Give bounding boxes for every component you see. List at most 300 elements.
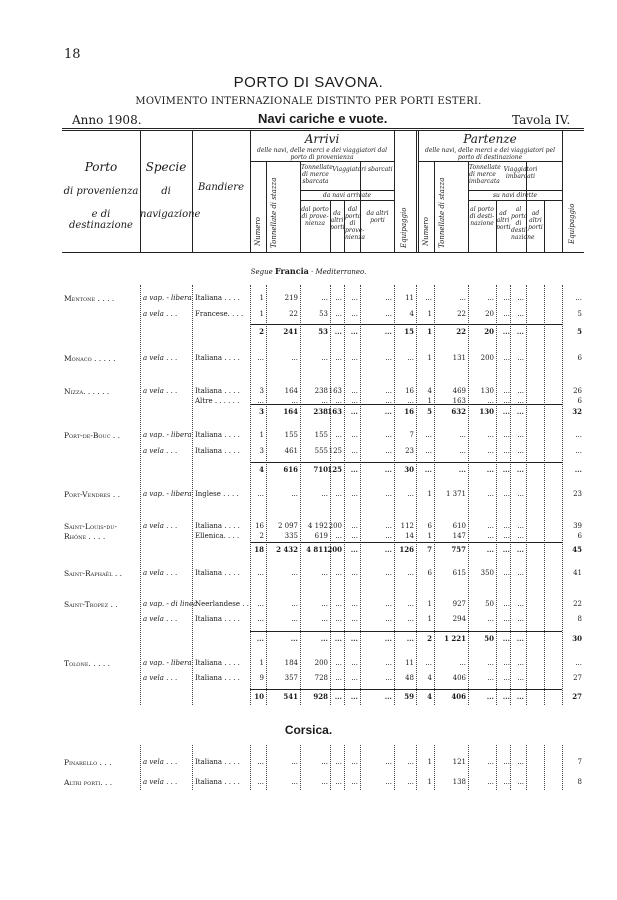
- col-rule: [418, 131, 419, 252]
- table-cell: ...: [334, 327, 342, 336]
- table-cell: 7: [409, 431, 414, 439]
- table-cell: ...: [486, 465, 494, 474]
- header-bandiere: Bandiere: [198, 182, 244, 193]
- table-cell: 1: [259, 294, 264, 302]
- table-cell: 710: [313, 465, 328, 474]
- column-rule: [526, 745, 527, 790]
- header-rule: [418, 161, 562, 162]
- table-cell: 1: [427, 354, 432, 362]
- table-cell: ...: [487, 532, 494, 540]
- total-rule: [250, 631, 562, 632]
- table-cell: ...: [335, 569, 342, 577]
- table-cell: ...: [487, 758, 494, 766]
- table-cell: ...: [503, 490, 510, 498]
- table-cell: 555: [314, 447, 328, 455]
- table-cell: 126: [399, 545, 414, 554]
- table-cell: ...: [351, 447, 358, 455]
- table-cell: ...: [502, 407, 510, 416]
- table-cell: ...: [487, 294, 494, 302]
- table-cell: ...: [335, 431, 342, 439]
- table-cell: ...: [517, 615, 524, 623]
- table-cell: 2 097: [277, 522, 298, 530]
- table-cell: ...: [517, 659, 524, 667]
- table-cell: ...: [291, 490, 298, 498]
- header-da-altri-porti: da altri porti: [330, 210, 345, 231]
- col-rule: [416, 131, 417, 252]
- table-cell: ...: [487, 431, 494, 439]
- table-cell: ...: [517, 431, 524, 439]
- flag-name: Inglese . . . .: [195, 490, 239, 498]
- table-cell: ...: [503, 447, 510, 455]
- table-cell: 59: [404, 692, 414, 701]
- table-cell: ...: [321, 758, 328, 766]
- table-cell: ...: [385, 310, 392, 318]
- table-cell: 164: [284, 387, 298, 395]
- navigation-type: a vela . . .: [143, 778, 178, 786]
- table-cell: 130: [479, 407, 494, 416]
- table-cell: ...: [503, 310, 510, 318]
- table-cell: ...: [517, 532, 524, 540]
- header-viaggiatori-sbarcati: Viaggiatori sbarcati: [332, 166, 393, 173]
- table-cell: 39: [573, 522, 582, 530]
- table-cell: ...: [425, 447, 432, 455]
- table-cell: 41: [573, 569, 582, 577]
- col-rule: [394, 131, 395, 252]
- table-cell: 30: [404, 465, 414, 474]
- column-rule: [526, 285, 527, 705]
- header-rule: [468, 200, 562, 201]
- table-cell: ...: [517, 310, 524, 318]
- table-cell: 4: [409, 310, 414, 318]
- table-cell: ...: [335, 294, 342, 302]
- table-cell: 22: [457, 310, 466, 318]
- section-region: Mediterraneo.: [315, 268, 367, 276]
- table-cell: ...: [321, 569, 328, 577]
- table-cell: ...: [350, 545, 358, 554]
- table-cell: ...: [516, 545, 524, 554]
- table-cell: 2: [259, 532, 264, 540]
- table-cell: ...: [517, 674, 524, 682]
- table-cell: ...: [335, 600, 342, 608]
- header-viaggiatori-imbarcati: Viaggiatori imbarcati: [503, 166, 538, 180]
- table-cell: ...: [487, 778, 494, 786]
- table-cell: ...: [335, 659, 342, 667]
- table-cell: 238: [314, 387, 328, 395]
- table-cell: ...: [503, 294, 510, 302]
- table-cell: ...: [407, 397, 414, 405]
- table-cell: 22: [573, 600, 582, 608]
- table-cell: 27: [572, 692, 582, 701]
- table-cell: 26: [573, 387, 582, 395]
- table-cell: ...: [425, 294, 432, 302]
- table-cell: 9: [259, 674, 264, 682]
- header-arrivi: Arrivi: [304, 132, 340, 146]
- table-cell: ...: [487, 397, 494, 405]
- table-cell: 10: [254, 692, 264, 701]
- col-rule: [544, 200, 545, 252]
- table-cell: ...: [517, 447, 524, 455]
- table-cell: 45: [572, 545, 582, 554]
- port-name: Port-de-Bouc . .: [64, 431, 121, 440]
- table-cell: 50: [484, 634, 494, 643]
- table-cell: 16: [405, 387, 414, 395]
- table-cell: 184: [284, 659, 298, 667]
- port-name: Altri porti. . .: [64, 778, 113, 787]
- table-cell: ...: [425, 431, 432, 439]
- table-cell: 6: [577, 397, 582, 405]
- table-cell: 541: [283, 692, 298, 701]
- table-cell: 6: [427, 569, 432, 577]
- table-cell: ...: [257, 778, 264, 786]
- table-cell: 406: [452, 674, 466, 682]
- table-cell: 138: [452, 778, 466, 786]
- column-rule: [360, 745, 361, 790]
- table-cell: ...: [575, 659, 582, 667]
- table-cell: ...: [335, 674, 342, 682]
- col-rule: [434, 162, 435, 252]
- total-rule: [250, 542, 562, 543]
- header-dal-porto-viagg: dal porto di prove- nienza: [345, 206, 365, 241]
- flag-name: Italiana . . . .: [195, 674, 240, 682]
- table-cell: ...: [385, 615, 392, 623]
- corsica-heading: Corsica.: [284, 723, 333, 737]
- table-cell: 11: [405, 294, 414, 302]
- header-equipaggio-arrivi: Equipaggio: [400, 207, 408, 248]
- table-cell: 615: [452, 569, 466, 577]
- table-cell: ...: [407, 615, 414, 623]
- table-cell: 4 811: [306, 545, 328, 554]
- table-cell: ...: [503, 431, 510, 439]
- table-cell: 5: [577, 327, 582, 336]
- table-cell: ...: [487, 447, 494, 455]
- table-cell: 1 221: [444, 634, 466, 643]
- header-da-altri-porti-viagg: da altri porti: [366, 210, 389, 224]
- header-tonn-imbarcata: Tonnellate di merce imbarcata: [469, 164, 501, 185]
- table-cell: ...: [351, 397, 358, 405]
- port-name: Port-Vendres . .: [64, 490, 120, 499]
- table-cell: 1: [427, 532, 432, 540]
- table-cell: ...: [335, 532, 342, 540]
- total-rule: [250, 689, 562, 690]
- table-cell: ...: [320, 634, 328, 643]
- table-cell: 619: [314, 532, 328, 540]
- table-top-rule: [62, 128, 584, 129]
- table-cell: ...: [351, 532, 358, 540]
- section-country: Francia: [274, 266, 309, 276]
- header-al-porto: al porto di desti- nazione: [469, 206, 495, 227]
- table-cell: ...: [334, 634, 342, 643]
- table-cell: 53: [319, 310, 328, 318]
- header-porto: Porto: [84, 160, 118, 174]
- header-navigazione: navigazione: [140, 209, 201, 220]
- header-numero-arrivi: Numero: [254, 217, 262, 246]
- table-cell: ...: [406, 634, 414, 643]
- column-rule: [360, 285, 361, 705]
- table-cell: ...: [321, 294, 328, 302]
- table-cell: ...: [384, 692, 392, 701]
- header-su-navi-dirette: su navi dirette: [492, 192, 538, 199]
- table-cell: 335: [284, 532, 298, 540]
- flag-name: Neerlandese . .: [195, 600, 249, 608]
- table-cell: ...: [458, 465, 466, 474]
- table-cell: ...: [516, 327, 524, 336]
- header-tonn-stazza-arrivi: Tonnellate di stazza: [270, 177, 278, 248]
- table-cell: 1: [427, 327, 432, 336]
- table-cell: 155: [314, 431, 328, 439]
- table-cell: ...: [385, 354, 392, 362]
- header-equipaggio-partenze: Equipaggio: [568, 203, 576, 244]
- table-name: Navi cariche e vuote.: [258, 111, 388, 126]
- table-cell: ...: [384, 465, 392, 474]
- navigation-type: a vela . . .: [143, 447, 178, 455]
- table-cell: ...: [350, 407, 358, 416]
- table-cell: ...: [291, 354, 298, 362]
- table-cell: ...: [351, 490, 358, 498]
- table-cell: ...: [385, 447, 392, 455]
- header-tonn-sbarcata: Tonnellate di merce sbarcata: [301, 164, 333, 185]
- navigation-type: a vap. - di linea: [143, 600, 198, 608]
- table-cell: ...: [517, 294, 524, 302]
- flag-name: Italiana . . . .: [195, 569, 240, 577]
- table-cell: ...: [351, 758, 358, 766]
- port-name: Nizza. . . . . .: [64, 387, 110, 396]
- navigation-type: a vela . . .: [143, 310, 178, 318]
- table-cell: 294: [452, 615, 466, 623]
- table-cell: ...: [407, 600, 414, 608]
- page-subtitle: MOVIMENTO INTERNAZIONALE DISTINTO PER PORTI ESTERI.: [135, 96, 482, 107]
- table-cell: 4 192: [307, 522, 328, 530]
- table-cell: ...: [321, 600, 328, 608]
- table-cell: ...: [503, 354, 510, 362]
- table-cell: 8: [577, 615, 582, 623]
- table-cell: ...: [291, 600, 298, 608]
- flag-name: Italiana . . . .: [195, 615, 240, 623]
- table-cell: 2 432: [276, 545, 298, 554]
- table-cell: ...: [459, 447, 466, 455]
- table-cell: ...: [385, 569, 392, 577]
- table-cell: 8: [577, 778, 582, 786]
- table-cell: ...: [384, 634, 392, 643]
- table-cell: ...: [503, 758, 510, 766]
- table-cell: ...: [385, 397, 392, 405]
- table-cell: 1: [259, 310, 264, 318]
- table-cell: ...: [574, 465, 582, 474]
- table-cell: ...: [502, 545, 510, 554]
- table-cell: 3: [259, 387, 264, 395]
- col-rule: [266, 162, 267, 252]
- header-specie: Specie: [145, 160, 187, 174]
- header-arrivi-sub: delle navi, delle merci e dei viaggiatori dal porto di provenienza: [256, 147, 388, 161]
- header-tonn-stazza-partenze: Tonnellate di stazza: [438, 177, 446, 248]
- table-cell: 22: [456, 327, 466, 336]
- table-cell: ...: [350, 465, 358, 474]
- table-cell: 6: [427, 522, 432, 530]
- navigation-type: a vap. - libera: [143, 431, 192, 439]
- table-cell: 200: [328, 522, 342, 530]
- table-cell: ...: [487, 615, 494, 623]
- column-rule: [140, 285, 141, 705]
- table-cell: 20: [484, 327, 494, 336]
- table-cell: ...: [503, 674, 510, 682]
- table-cell: 200: [480, 354, 494, 362]
- table-cell: ...: [384, 407, 392, 416]
- table-cell: 7: [427, 545, 432, 554]
- col-rule: [562, 131, 563, 252]
- table-cell: 632: [451, 407, 466, 416]
- column-rule: [266, 745, 267, 790]
- header-da-navi-arrivate: da navi arrivate: [322, 192, 372, 199]
- table-cell: ...: [407, 569, 414, 577]
- table-cell: 200: [327, 545, 342, 554]
- port-name: Tolone. . . . .: [64, 659, 111, 668]
- table-cell: ...: [350, 327, 358, 336]
- table-cell: ...: [385, 674, 392, 682]
- flag-name: Italiana . . . .: [195, 431, 240, 439]
- navigation-type: a vela . . .: [143, 569, 178, 577]
- table-cell: ...: [385, 532, 392, 540]
- page-number: 18: [64, 47, 81, 62]
- table-cell: ...: [487, 659, 494, 667]
- header-e-di-destinazione: e di destinazione: [69, 209, 133, 231]
- table-cell: ...: [503, 522, 510, 530]
- table-cell: ...: [384, 327, 392, 336]
- navigation-type: a vela . . .: [143, 674, 178, 682]
- table-cell: ...: [351, 354, 358, 362]
- table-cell: ...: [407, 354, 414, 362]
- table-cell: 18: [254, 545, 264, 554]
- table-cell: ...: [257, 615, 264, 623]
- table-cell: 1: [259, 431, 264, 439]
- table-cell: ...: [291, 569, 298, 577]
- table-cell: ...: [407, 758, 414, 766]
- table-cell: ...: [517, 758, 524, 766]
- table-cell: 4: [427, 387, 432, 395]
- table-cell: 928: [313, 692, 328, 701]
- table-cell: 112: [400, 522, 414, 530]
- table-cell: ...: [257, 397, 264, 405]
- table-cell: ...: [575, 431, 582, 439]
- table-cell: ...: [459, 659, 466, 667]
- table-cell: 4: [427, 692, 432, 701]
- header-partenze-sub: delle navi, delle merci e dei viaggiatori pel porto di destinazione: [424, 147, 555, 161]
- table-cell: ...: [517, 522, 524, 530]
- table-cell: ...: [351, 310, 358, 318]
- table-cell: ...: [321, 354, 328, 362]
- flag-name: Italiana . . . .: [195, 778, 240, 786]
- flag-name: Italiana . . . .: [195, 447, 240, 455]
- table-cell: 1 371: [445, 490, 466, 498]
- table-cell: 406: [451, 692, 466, 701]
- table-cell: 219: [284, 294, 298, 302]
- table-cell: ...: [385, 431, 392, 439]
- table-cell: ...: [257, 600, 264, 608]
- column-rule: [544, 285, 545, 705]
- port-name: Pinarello . . .: [64, 758, 112, 767]
- table-cell: ...: [502, 327, 510, 336]
- section-label: Segue Francia · Mediterraneo.: [250, 266, 367, 276]
- column-rule: [192, 745, 193, 790]
- table-cell: 2: [259, 327, 264, 336]
- flag-name: Italiana . . . .: [195, 294, 240, 302]
- flag-name: Altre . . . . . .: [195, 397, 240, 405]
- table-cell: ...: [351, 569, 358, 577]
- table-cell: 350: [480, 569, 494, 577]
- table-cell: 3: [259, 447, 264, 455]
- table-cell: 163: [328, 387, 342, 395]
- table-cell: 130: [480, 387, 494, 395]
- table-cell: ...: [321, 778, 328, 786]
- table-cell: ...: [575, 294, 582, 302]
- table-cell: 1: [427, 490, 432, 498]
- table-cell: 2: [427, 634, 432, 643]
- table-cell: ...: [291, 615, 298, 623]
- table-cell: ...: [291, 758, 298, 766]
- table-cell: ...: [459, 431, 466, 439]
- column-rule: [140, 745, 141, 790]
- table-cell: 238: [313, 407, 328, 416]
- table-cell: ...: [503, 387, 510, 395]
- table-cell: 48: [405, 674, 414, 682]
- table-cell: ...: [351, 659, 358, 667]
- table-cell: 15: [404, 327, 414, 336]
- table-cell: ...: [516, 465, 524, 474]
- table-cell: ...: [256, 634, 264, 643]
- flag-name: Italiana . . . .: [195, 522, 240, 530]
- col-rule: [250, 131, 251, 252]
- table-cell: 27: [573, 674, 582, 682]
- table-cell: 22: [289, 310, 298, 318]
- table-cell: 32: [572, 407, 582, 416]
- column-rule: [544, 745, 545, 790]
- table-cell: 1: [427, 758, 432, 766]
- header-al-porto-viagg: al porto di desti- nazione: [511, 206, 535, 241]
- total-rule: [250, 404, 562, 405]
- table-cell: 1: [427, 778, 432, 786]
- header-ad-altri-porti: ad altri porti: [496, 210, 511, 231]
- table-cell: ...: [257, 490, 264, 498]
- table-cell: ...: [503, 778, 510, 786]
- table-cell: 11: [405, 659, 414, 667]
- page-title: PORTO DI SAVONA.: [233, 74, 384, 91]
- year-label: Anno 1908.: [72, 113, 142, 127]
- port-name: Saint-Louis-du- Rhône . . . .: [64, 522, 117, 541]
- table-cell: ...: [335, 758, 342, 766]
- table-cell: ...: [385, 659, 392, 667]
- column-rule: [434, 745, 435, 790]
- table-cell: ...: [350, 634, 358, 643]
- header-rule: [300, 190, 394, 191]
- table-cell: ...: [502, 692, 510, 701]
- header-rule: [300, 200, 394, 201]
- table-cell: 125: [327, 465, 342, 474]
- table-cell: ...: [351, 615, 358, 623]
- table-cell: 125: [328, 447, 342, 455]
- table-cell: 461: [284, 447, 298, 455]
- table-cell: 53: [318, 327, 328, 336]
- flag-name: Italiana . . . .: [195, 354, 240, 362]
- table-cell: ...: [503, 569, 510, 577]
- table-cell: ...: [516, 407, 524, 416]
- header-di: di: [161, 186, 171, 197]
- table-cell: ...: [351, 431, 358, 439]
- table-cell: ...: [351, 674, 358, 682]
- table-cell: ...: [503, 532, 510, 540]
- header-bottom-rule: [62, 252, 584, 253]
- table-cell: ...: [335, 354, 342, 362]
- table-cell: 30: [572, 634, 582, 643]
- table-cell: ...: [407, 778, 414, 786]
- table-cell: ...: [257, 569, 264, 577]
